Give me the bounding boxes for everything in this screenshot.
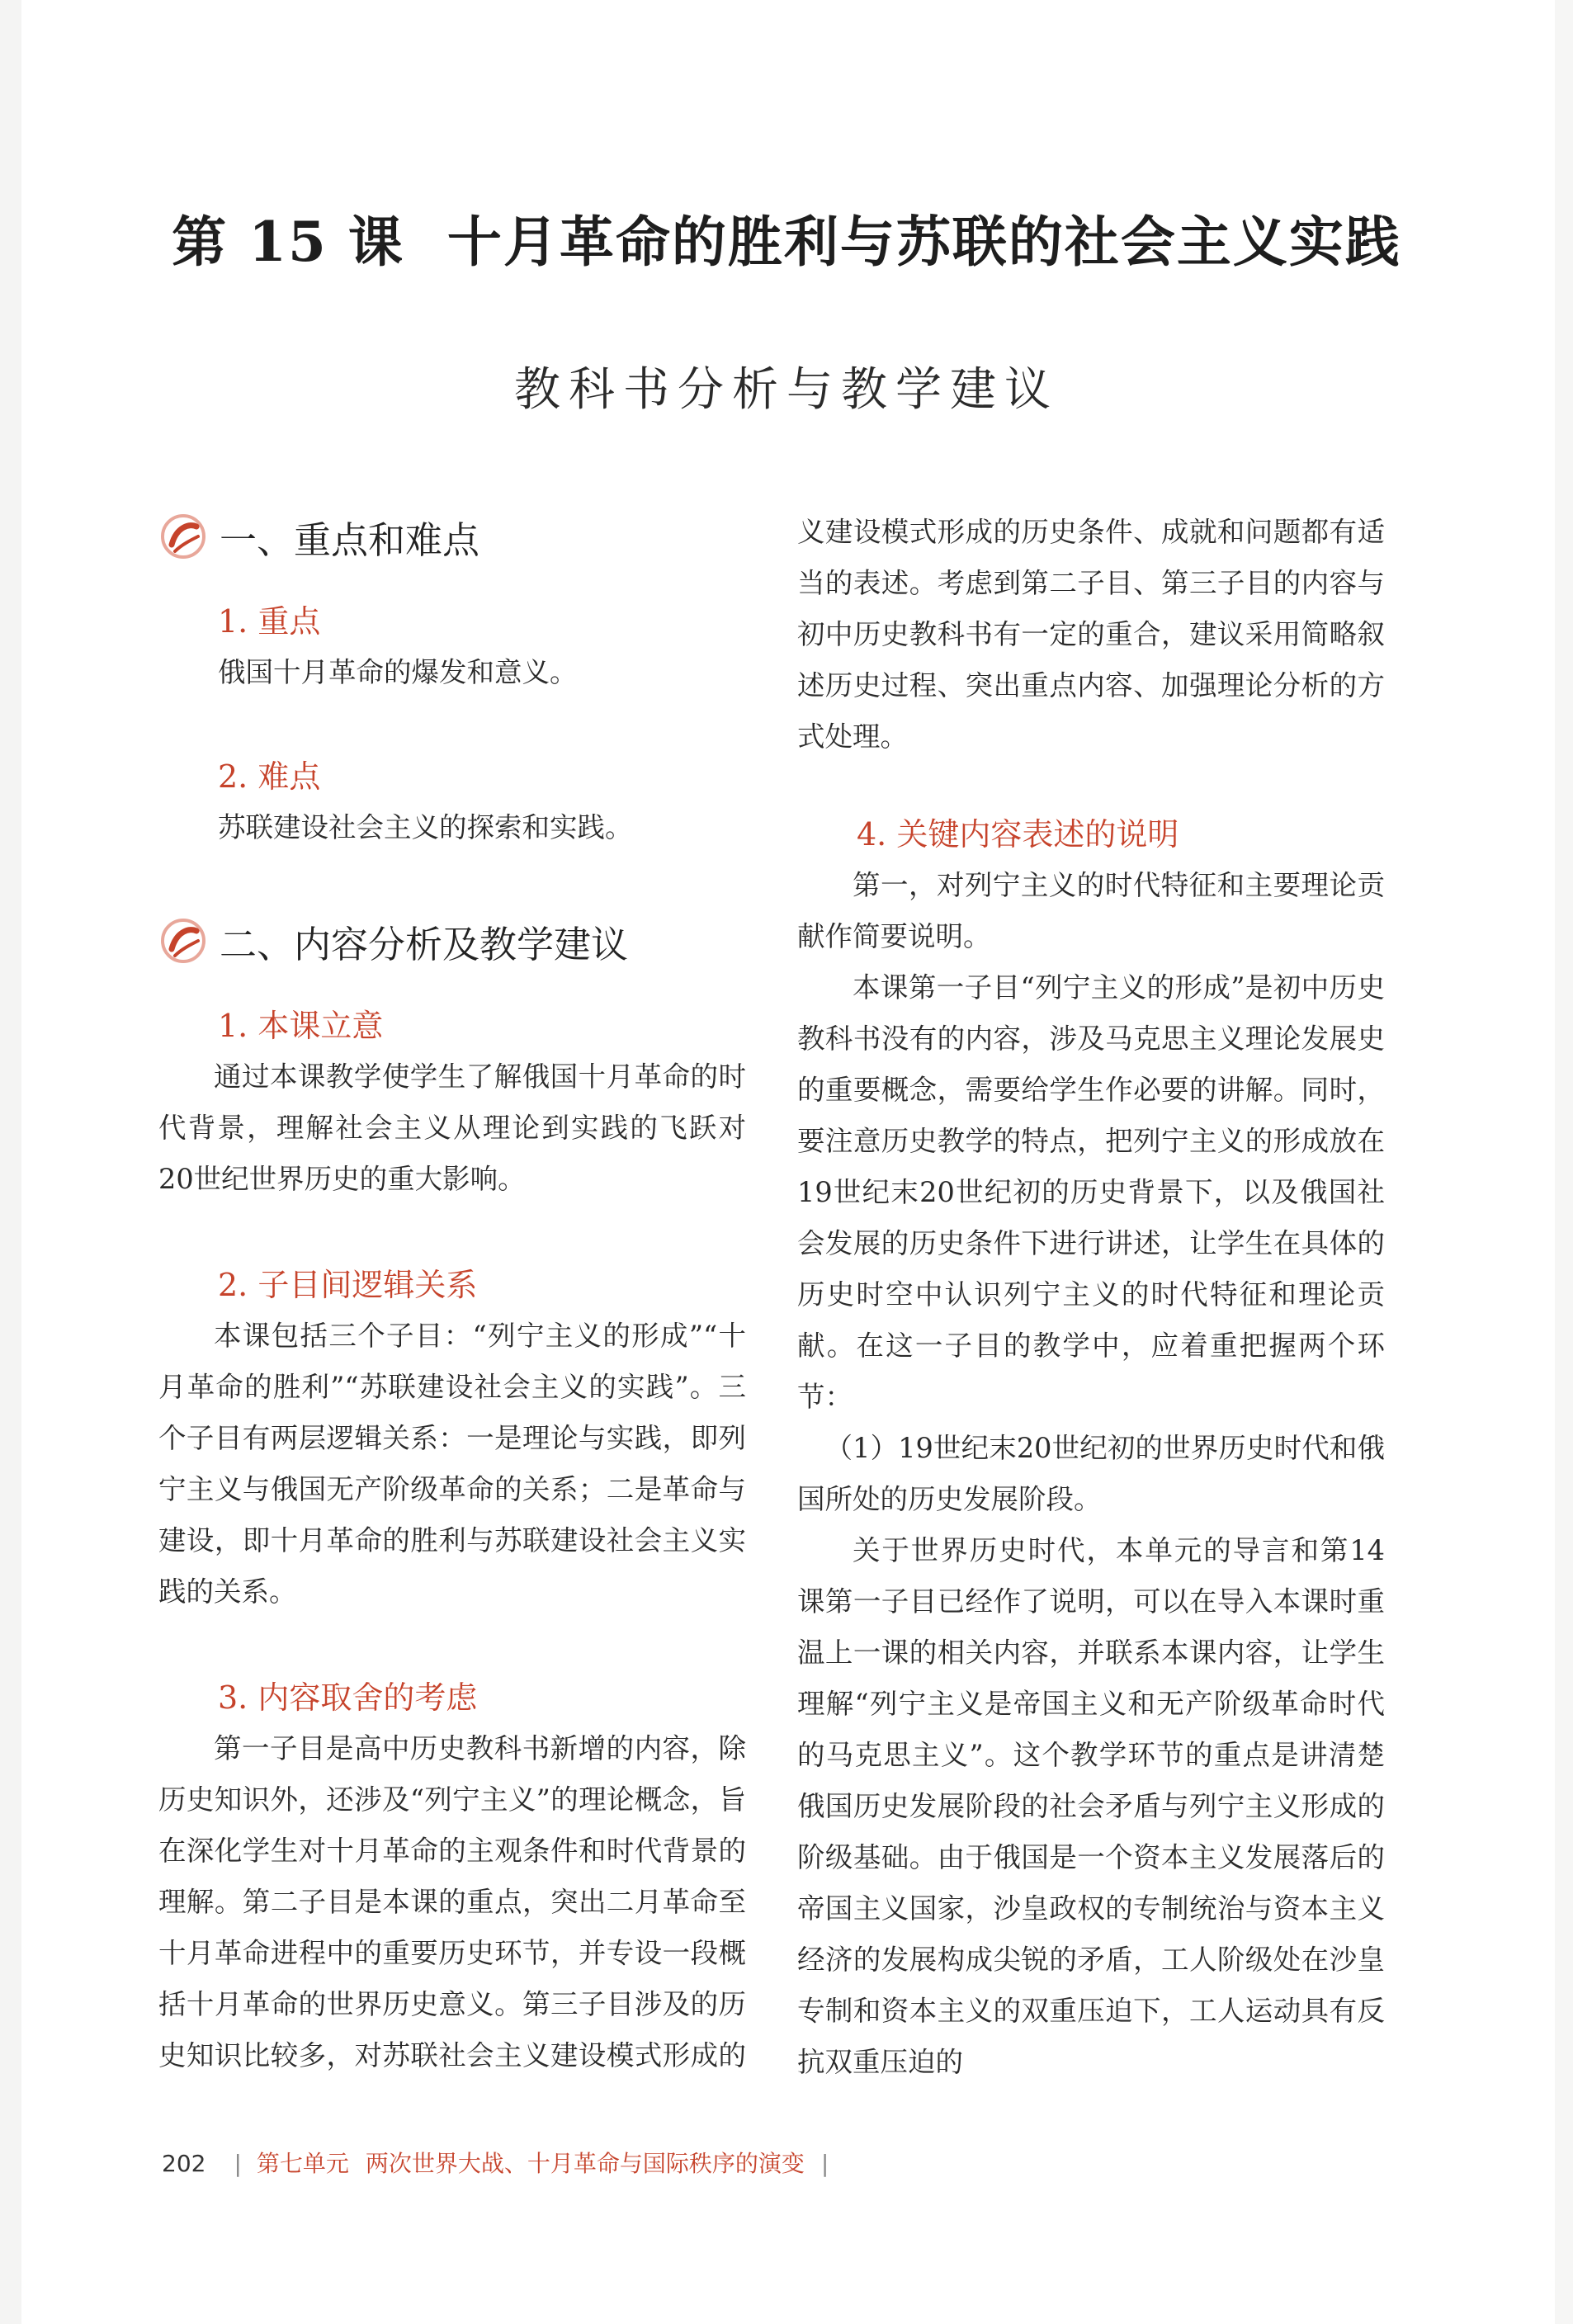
unit-label: 第七单元 (256, 2150, 349, 2177)
section-heading (158, 495, 746, 578)
subsection-heading: 2. 难点 (218, 758, 321, 795)
page-number: 202 (162, 2150, 206, 2177)
section-heading (158, 900, 746, 982)
footer-divider: | (234, 2150, 242, 2177)
page-subtitle: 教科书分析与教学建议 (514, 363, 1059, 417)
unit-title: 两次世界大战、十月革命与国际秩序的演变 (365, 2150, 805, 2177)
subsection-heading: 1. 重点 (218, 603, 321, 640)
section-title: 二、内容分析及教学建议 (220, 922, 629, 966)
subsection-heading: 3. 内容取舍的考虑 (218, 1679, 478, 1716)
lesson-title-text: 十月革命的胜利与苏联的社会主义实践 (446, 210, 1401, 274)
paragraph: 本课包括三个子目：“列宁主义的形成”“十月革命的胜利”“苏联建设社会主义的实践”。三个子目有两层逻辑关系：一是理论与实践，即列宁主义与俄国无产阶级革命的关系；二是革命与建设，即十月革命的胜利与苏联建设社会主义实践的关系。 (158, 1320, 746, 1608)
paragraph: 俄国十月革命的爆发和意义。 (218, 656, 578, 688)
paragraph: 关于世界历史时代，本单元的导言和第14课第一子目已经作了说明，可以在导入本课时重温上一课的相关内容，并联系本课内容，让学生理解“列宁主义是帝国主义和无产阶级革命时代的马克思主义”。这个教学环节的重点是讲清楚俄国历史发展阶段的社会矛盾与列宁主义形成的阶级基础。由于俄国是一个资本主义发展落后的帝国主义国家，沙皇政权的专制统治与资本主义经济的发展构成尖锐的矛盾，工人阶级处在沙皇专制和资本主义的双重压迫下，工人运动具有反抗双重压迫的 (797, 1534, 1385, 2078)
section-marker-icon (158, 512, 208, 561)
section-title: 一、重点和难点 (220, 517, 480, 562)
right-column (797, 507, 1385, 2088)
subsection-heading: 1. 本课立意 (218, 1008, 384, 1044)
section-marker-icon (158, 916, 208, 966)
paragraph: 通过本课教学使学生了解俄国十月革命的时代背景，理解社会主义从理论到实践的飞跃对20世纪世界历史的重大影响。 (158, 1060, 746, 1195)
footer-divider: | (820, 2150, 829, 2177)
paragraph: 苏联建设社会主义的探索和实践。 (218, 811, 633, 843)
paragraph-continuation: 义建设模式形成的历史条件、成就和问题都有适当的表述。考虑到第二子目、第三子目的内容与初中历史教科书有一定的重合，建议采用简略叙述历史过程、突出重点内容、加强理论分析的方式处理。 (797, 516, 1385, 753)
subsection-heading: 2. 子目间逻辑关系 (218, 1267, 478, 1303)
paragraph: （1）19世纪末20世纪初的世界历史时代和俄国所处的历史发展阶段。 (797, 1432, 1385, 1515)
lesson-number: 第 15 课 (172, 210, 404, 274)
lesson-title (0, 198, 1573, 276)
subsection-heading: 4. 关键内容表述的说明 (857, 816, 1179, 853)
paragraph: 第一子目是高中历史教科书新增的内容，除历史知识外，还涉及“列宁主义”的理论概念，旨在深化学生对十月革命的主观条件和时代背景的理解。第二子目是本课的重点，突出二月革命至十月革命进程中的重要历史环节，并专设一段概括十月革命的世界历史意义。第三子目涉及的历史知识比较多，对苏联社会主义建设模式形成的 (158, 1732, 746, 2071)
paragraph: 本课第一子目“列宁主义的形成”是初中历史教科书没有的内容，涉及马克思主义理论发展史的重要概念，需要给学生作必要的讲解。同时，要注意历史教学的特点，把列宁主义的形成放在19世纪末20世纪初的历史背景下，以及俄国社会发展的历史条件下进行讲述，让学生在具体的历史时空中认识列宁主义的时代特征和理论贡献。在这一子目的教学中，应着重把握两个环节： (797, 971, 1385, 1413)
page-footer (162, 2146, 829, 2182)
left-column (158, 495, 746, 2081)
paragraph: 第一，对列宁主义的时代特征和主要理论贡献作简要说明。 (797, 869, 1385, 952)
